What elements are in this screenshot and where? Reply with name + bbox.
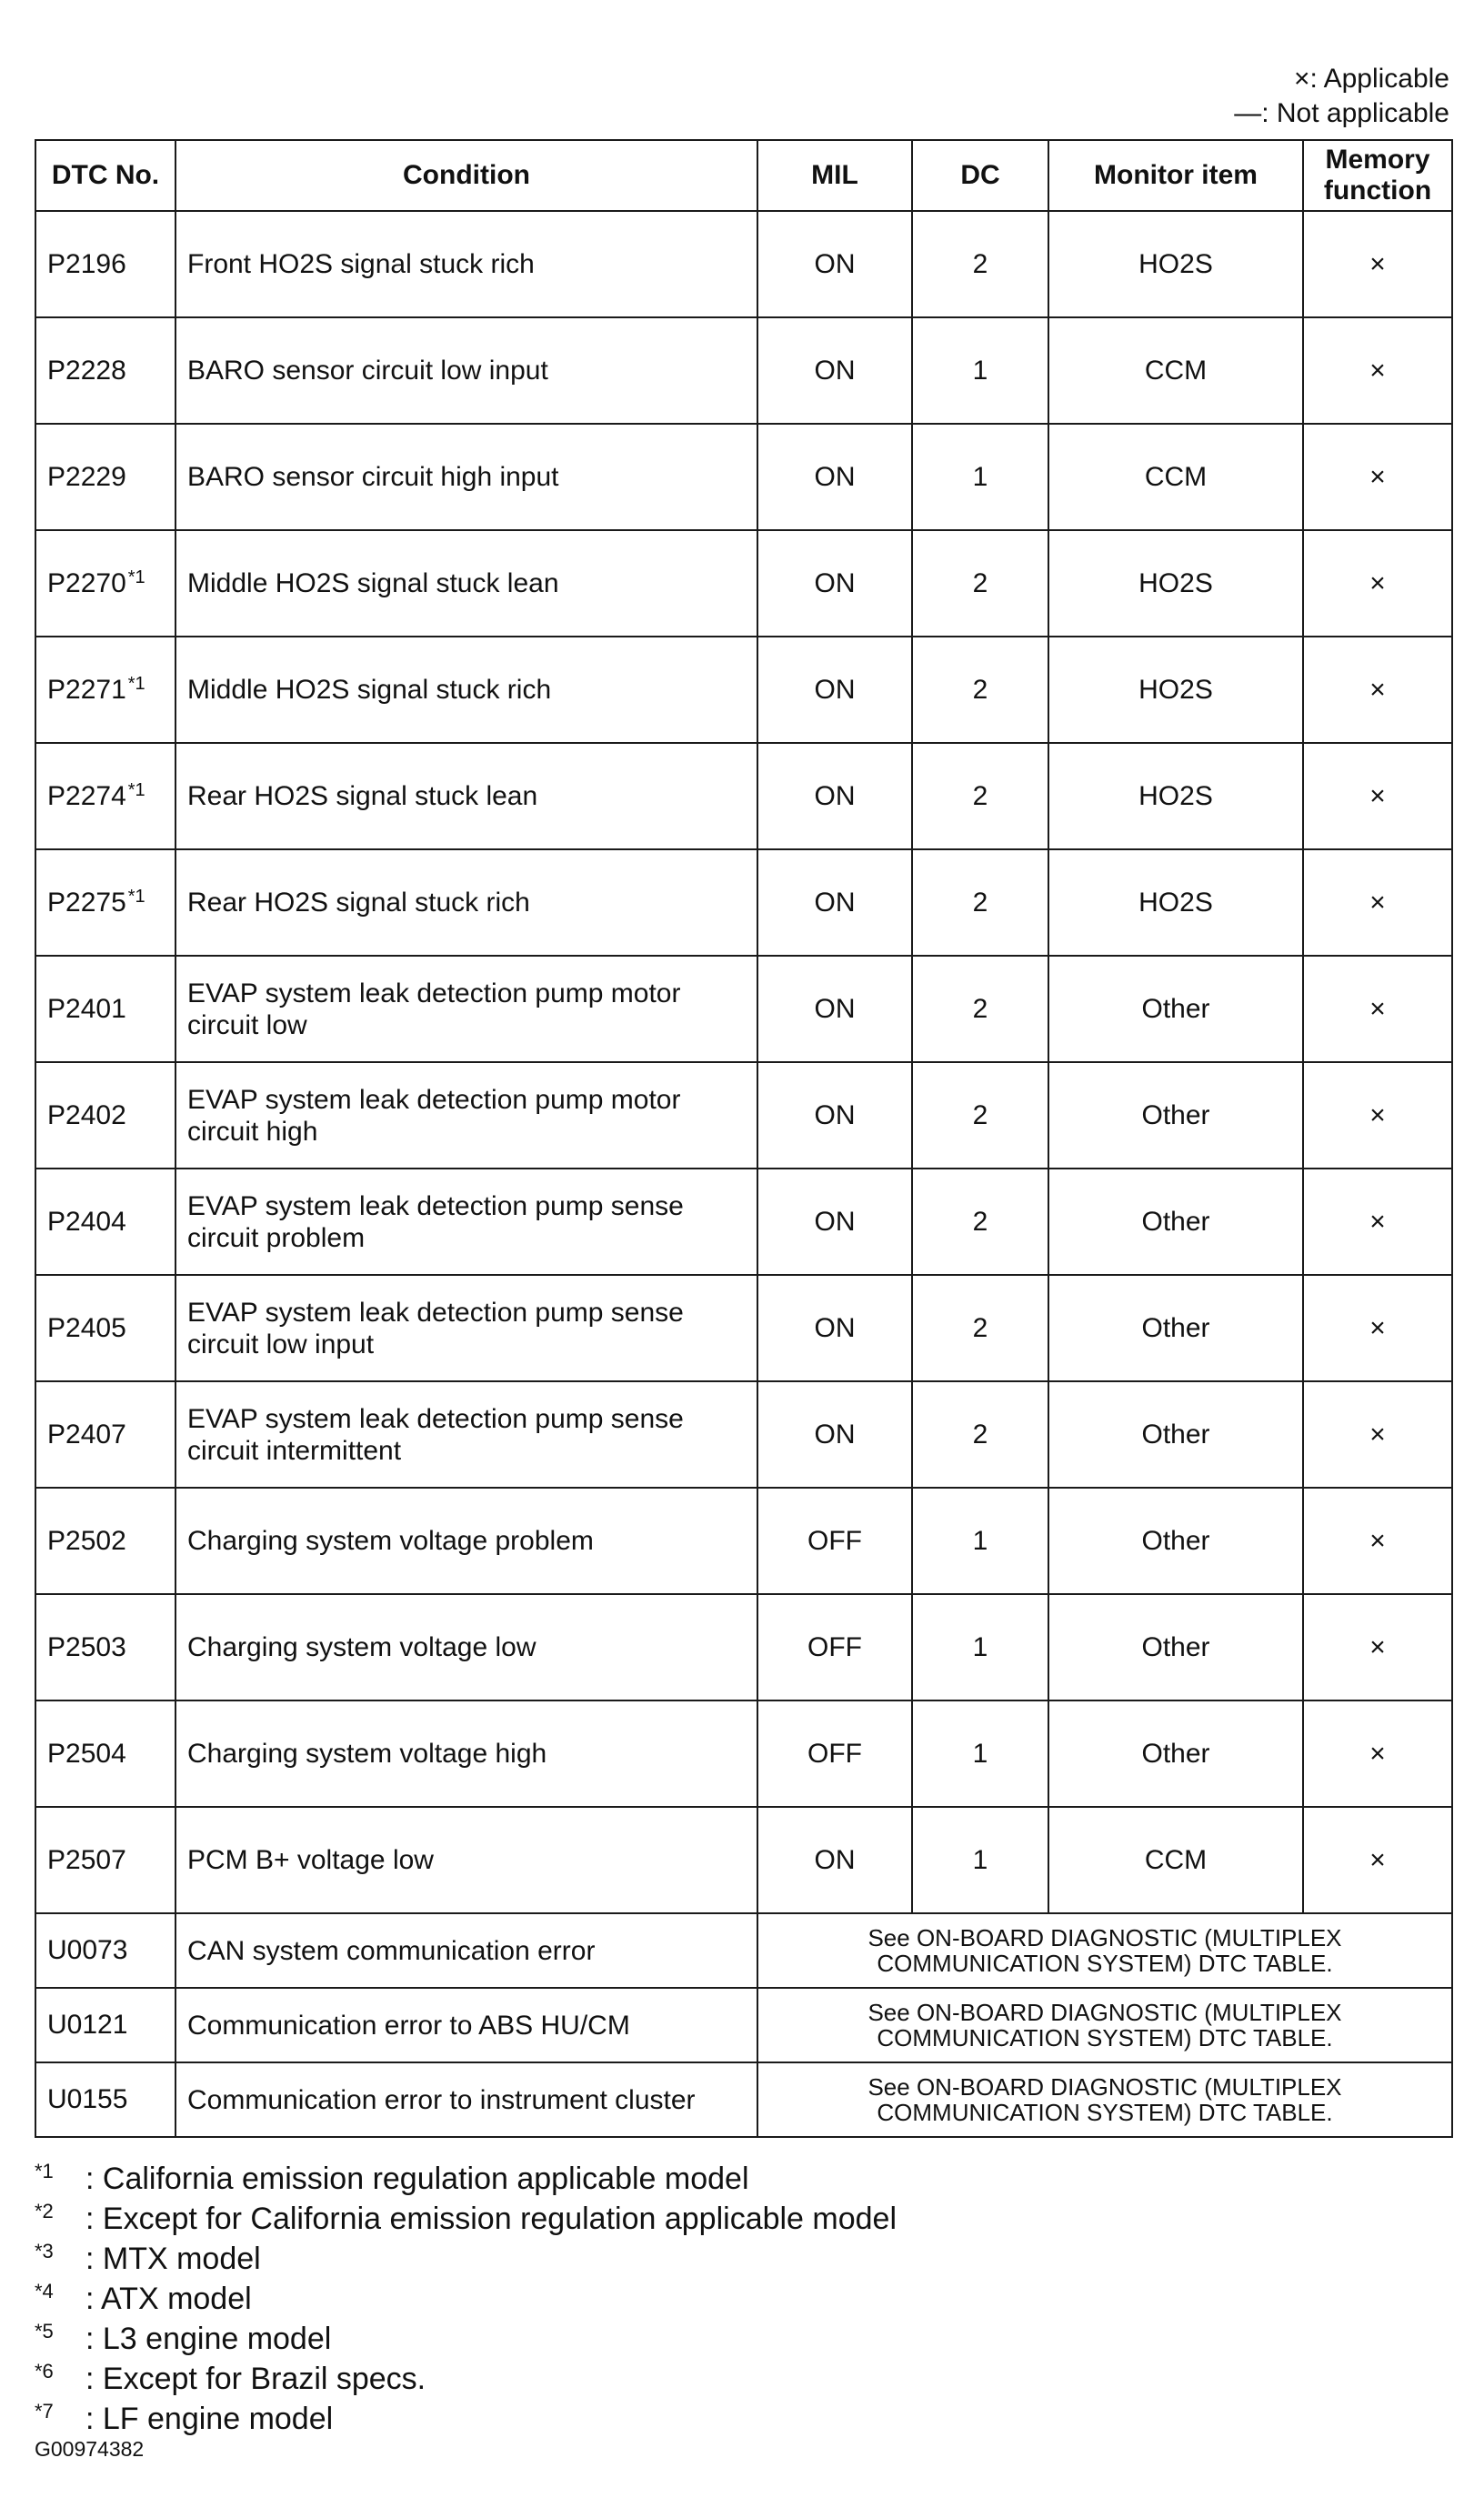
cell-see-reference bbox=[757, 2062, 1452, 2137]
footnote-ref: *1 bbox=[127, 887, 145, 907]
cell-memory-function: × bbox=[1303, 1275, 1452, 1381]
cell-monitor-item: HO2S bbox=[1048, 530, 1303, 637]
table-row bbox=[35, 956, 1452, 1062]
cell-condition: Rear HO2S signal stuck rich bbox=[175, 849, 757, 956]
footnote-text: : Except for Brazil specs. bbox=[85, 2362, 426, 2396]
cell-dtc-no bbox=[35, 1275, 175, 1381]
legend-not-applicable: —: Not applicable bbox=[1234, 98, 1449, 128]
footnote-item bbox=[35, 2281, 897, 2321]
cell-dc: 2 bbox=[912, 637, 1048, 743]
cell-memory-function: × bbox=[1303, 1169, 1452, 1275]
table-row bbox=[35, 2062, 1452, 2137]
footnote-text: : MTX model bbox=[85, 2242, 261, 2276]
dtc-table bbox=[35, 139, 1453, 2138]
cell-condition: Charging system voltage high bbox=[175, 1700, 757, 1807]
footnote-text: : ATX model bbox=[85, 2282, 252, 2316]
table-row bbox=[35, 424, 1452, 530]
footnote-mark: *6 bbox=[35, 2360, 54, 2383]
cell-dtc-no: U0121 bbox=[35, 1988, 175, 2062]
dtc-code: P2405 bbox=[47, 1312, 126, 1343]
cell-monitor-item: Other bbox=[1048, 1169, 1303, 1275]
footnote-mark: *7 bbox=[35, 2400, 54, 2423]
cell-mil: ON bbox=[757, 1062, 912, 1169]
cell-dc: 2 bbox=[912, 849, 1048, 956]
cell-dtc-no bbox=[35, 424, 175, 530]
table-row bbox=[35, 1381, 1452, 1488]
cell-condition: EVAP system leak detection pump motor circuit low bbox=[175, 956, 757, 1062]
dtc-code: P2407 bbox=[47, 1419, 126, 1450]
cell-memory-function: × bbox=[1303, 849, 1452, 956]
dtc-code: P2503 bbox=[47, 1631, 126, 1662]
cell-dc: 1 bbox=[912, 1594, 1048, 1700]
cell-condition: Middle HO2S signal stuck lean bbox=[175, 530, 757, 637]
cell-monitor-item: Other bbox=[1048, 956, 1303, 1062]
dtc-code: P2402 bbox=[47, 1099, 126, 1130]
header-memory-line1: Memory bbox=[1325, 145, 1430, 175]
cell-condition: Rear HO2S signal stuck lean bbox=[175, 743, 757, 849]
footnote-text: : L3 engine model bbox=[85, 2322, 332, 2356]
see-reference-line2: COMMUNICATION SYSTEM) DTC TABLE. bbox=[877, 2099, 1333, 2126]
header-dc: DC bbox=[912, 140, 1048, 211]
footnote-ref: *1 bbox=[127, 674, 145, 694]
dtc-code: P2228 bbox=[47, 355, 126, 386]
cell-condition: EVAP system leak detection pump sense circuit low input bbox=[175, 1275, 757, 1381]
cell-memory-function: × bbox=[1303, 530, 1452, 637]
cell-memory-function: × bbox=[1303, 317, 1452, 424]
cell-condition: Communication error to ABS HU/CM bbox=[175, 1988, 757, 2062]
cell-dtc-no bbox=[35, 1700, 175, 1807]
cell-dtc-no bbox=[35, 849, 175, 956]
cell-dtc-no bbox=[35, 1062, 175, 1169]
cell-monitor-item: Other bbox=[1048, 1594, 1303, 1700]
table-row bbox=[35, 1807, 1452, 1913]
cell-dc: 1 bbox=[912, 424, 1048, 530]
dtc-code: P2401 bbox=[47, 993, 126, 1024]
header-row bbox=[35, 140, 1452, 211]
cell-condition: EVAP system leak detection pump sense circuit problem bbox=[175, 1169, 757, 1275]
cell-dtc-no bbox=[35, 317, 175, 424]
cell-memory-function: × bbox=[1303, 637, 1452, 743]
cell-memory-function: × bbox=[1303, 1381, 1452, 1488]
cell-condition: Middle HO2S signal stuck rich bbox=[175, 637, 757, 743]
table-row bbox=[35, 1062, 1452, 1169]
cell-mil: OFF bbox=[757, 1488, 912, 1594]
table-row bbox=[35, 743, 1452, 849]
table-row bbox=[35, 1488, 1452, 1594]
dtc-code: P2270 bbox=[47, 568, 126, 598]
footnote-item bbox=[35, 2241, 897, 2281]
dtc-code: P2275 bbox=[47, 888, 126, 918]
see-reference-line2: COMMUNICATION SYSTEM) DTC TABLE. bbox=[877, 2024, 1333, 2052]
footnote-mark: *4 bbox=[35, 2280, 54, 2302]
footnote-mark: *2 bbox=[35, 2200, 54, 2222]
cell-mil: ON bbox=[757, 849, 912, 956]
cell-mil: OFF bbox=[757, 1594, 912, 1700]
cell-dc: 2 bbox=[912, 211, 1048, 317]
cell-mil: ON bbox=[757, 530, 912, 637]
see-reference-line1: See ON-BOARD DIAGNOSTIC (MULTIPLEX bbox=[867, 1924, 1342, 1951]
cell-monitor-item: Other bbox=[1048, 1381, 1303, 1488]
cell-memory-function: × bbox=[1303, 1594, 1452, 1700]
cell-dc: 2 bbox=[912, 743, 1048, 849]
cell-monitor-item: Other bbox=[1048, 1488, 1303, 1594]
cell-condition: CAN system communication error bbox=[175, 1913, 757, 1988]
cell-dtc-no: U0073 bbox=[35, 1913, 175, 1988]
legend bbox=[1234, 62, 1449, 131]
footnote-item bbox=[35, 2161, 897, 2201]
cell-monitor-item: HO2S bbox=[1048, 211, 1303, 317]
cell-condition: Charging system voltage problem bbox=[175, 1488, 757, 1594]
footnote-mark: *1 bbox=[35, 2160, 54, 2182]
cell-condition: BARO sensor circuit high input bbox=[175, 424, 757, 530]
cell-dc: 2 bbox=[912, 1169, 1048, 1275]
footnote-text: : Except for California emission regulation applicable model bbox=[85, 2202, 897, 2236]
dtc-code: P2404 bbox=[47, 1206, 126, 1237]
footnotes bbox=[35, 2161, 897, 2441]
figure-id: G00974382 bbox=[35, 2437, 145, 2461]
dtc-code: P2229 bbox=[47, 461, 126, 492]
footnote-mark: *3 bbox=[35, 2240, 54, 2262]
cell-mil: ON bbox=[757, 1381, 912, 1488]
cell-memory-function: × bbox=[1303, 743, 1452, 849]
cell-see-reference bbox=[757, 1988, 1452, 2062]
cell-dtc-no bbox=[35, 1807, 175, 1913]
cell-dtc-no bbox=[35, 1169, 175, 1275]
footnote-item bbox=[35, 2361, 897, 2401]
footnote-ref: *1 bbox=[127, 780, 145, 800]
header-memory-function bbox=[1303, 140, 1452, 211]
table-row bbox=[35, 1700, 1452, 1807]
footnote-mark: *5 bbox=[35, 2320, 54, 2342]
cell-dtc-no: U0155 bbox=[35, 2062, 175, 2137]
header-monitor-item: Monitor item bbox=[1048, 140, 1303, 211]
table-row bbox=[35, 1275, 1452, 1381]
dtc-code: P2196 bbox=[47, 248, 126, 279]
cell-condition: Communication error to instrument cluster bbox=[175, 2062, 757, 2137]
footnote-text: : LF engine model bbox=[85, 2402, 334, 2436]
dtc-code: P2271 bbox=[47, 675, 126, 705]
see-reference-line1: See ON-BOARD DIAGNOSTIC (MULTIPLEX bbox=[867, 1999, 1342, 2026]
footnote-ref: *1 bbox=[127, 567, 145, 587]
cell-dc: 1 bbox=[912, 317, 1048, 424]
cell-dtc-no bbox=[35, 743, 175, 849]
table-row bbox=[35, 1913, 1452, 1988]
header-condition: Condition bbox=[175, 140, 757, 211]
cell-condition: EVAP system leak detection pump sense circuit intermittent bbox=[175, 1381, 757, 1488]
cell-dc: 2 bbox=[912, 1381, 1048, 1488]
cell-mil: ON bbox=[757, 743, 912, 849]
cell-dtc-no bbox=[35, 956, 175, 1062]
cell-monitor-item: HO2S bbox=[1048, 743, 1303, 849]
dtc-code: P2504 bbox=[47, 1738, 126, 1769]
footnote-text: : California emission regulation applicable model bbox=[85, 2162, 749, 2196]
cell-dtc-no bbox=[35, 637, 175, 743]
cell-dc: 2 bbox=[912, 1275, 1048, 1381]
cell-mil: ON bbox=[757, 211, 912, 317]
cell-memory-function: × bbox=[1303, 1488, 1452, 1594]
cell-memory-function: × bbox=[1303, 956, 1452, 1062]
cell-dc: 1 bbox=[912, 1700, 1048, 1807]
table-row bbox=[35, 637, 1452, 743]
cell-mil: ON bbox=[757, 956, 912, 1062]
cell-monitor-item: HO2S bbox=[1048, 849, 1303, 956]
table-row bbox=[35, 530, 1452, 637]
cell-condition: BARO sensor circuit low input bbox=[175, 317, 757, 424]
cell-condition: Charging system voltage low bbox=[175, 1594, 757, 1700]
footnote-item bbox=[35, 2401, 897, 2441]
cell-dtc-no bbox=[35, 1488, 175, 1594]
cell-monitor-item: CCM bbox=[1048, 424, 1303, 530]
cell-monitor-item: CCM bbox=[1048, 1807, 1303, 1913]
table-row bbox=[35, 1594, 1452, 1700]
cell-dc: 2 bbox=[912, 530, 1048, 637]
cell-dtc-no bbox=[35, 530, 175, 637]
cell-dtc-no bbox=[35, 1381, 175, 1488]
cell-memory-function: × bbox=[1303, 424, 1452, 530]
see-reference-line2: COMMUNICATION SYSTEM) DTC TABLE. bbox=[877, 1950, 1333, 1977]
cell-mil: OFF bbox=[757, 1700, 912, 1807]
cell-memory-function: × bbox=[1303, 211, 1452, 317]
cell-condition: PCM B+ voltage low bbox=[175, 1807, 757, 1913]
table-row bbox=[35, 1988, 1452, 2062]
header-mil: MIL bbox=[757, 140, 912, 211]
cell-monitor-item: HO2S bbox=[1048, 637, 1303, 743]
cell-monitor-item: Other bbox=[1048, 1062, 1303, 1169]
cell-memory-function: × bbox=[1303, 1807, 1452, 1913]
table-row bbox=[35, 1169, 1452, 1275]
header-dtc-no: DTC No. bbox=[35, 140, 175, 211]
cell-dc: 1 bbox=[912, 1488, 1048, 1594]
footnote-item bbox=[35, 2201, 897, 2241]
dtc-code: P2274 bbox=[47, 781, 126, 811]
table-row bbox=[35, 849, 1452, 956]
cell-see-reference bbox=[757, 1913, 1452, 1988]
see-reference-line1: See ON-BOARD DIAGNOSTIC (MULTIPLEX bbox=[867, 2073, 1342, 2101]
cell-mil: ON bbox=[757, 424, 912, 530]
cell-dc: 2 bbox=[912, 1062, 1048, 1169]
cell-monitor-item: Other bbox=[1048, 1275, 1303, 1381]
cell-monitor-item: Other bbox=[1048, 1700, 1303, 1807]
cell-dtc-no bbox=[35, 1594, 175, 1700]
cell-monitor-item: CCM bbox=[1048, 317, 1303, 424]
cell-condition: Front HO2S signal stuck rich bbox=[175, 211, 757, 317]
dtc-code: P2502 bbox=[47, 1525, 126, 1556]
dtc-code: P2507 bbox=[47, 1844, 126, 1875]
cell-memory-function: × bbox=[1303, 1062, 1452, 1169]
table-row bbox=[35, 211, 1452, 317]
cell-mil: ON bbox=[757, 637, 912, 743]
cell-dtc-no bbox=[35, 211, 175, 317]
legend-applicable: ×: Applicable bbox=[1294, 64, 1449, 94]
cell-memory-function: × bbox=[1303, 1700, 1452, 1807]
header-memory-line2: function bbox=[1323, 176, 1432, 206]
cell-mil: ON bbox=[757, 1807, 912, 1913]
cell-dc: 2 bbox=[912, 956, 1048, 1062]
cell-condition: EVAP system leak detection pump motor circuit high bbox=[175, 1062, 757, 1169]
cell-dc: 1 bbox=[912, 1807, 1048, 1913]
table-row bbox=[35, 317, 1452, 424]
footnote-item bbox=[35, 2321, 897, 2361]
cell-mil: ON bbox=[757, 317, 912, 424]
cell-mil: ON bbox=[757, 1169, 912, 1275]
cell-mil: ON bbox=[757, 1275, 912, 1381]
